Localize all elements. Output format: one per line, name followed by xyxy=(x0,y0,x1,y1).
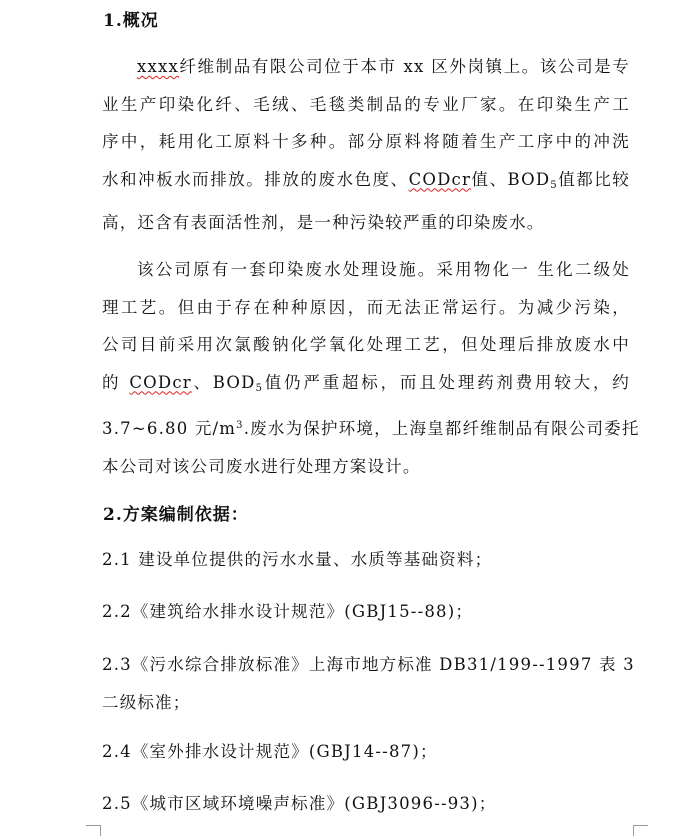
para1-line-2: 业生产印染化纤、毛绒、毛毯类制品的专业厂家。在印染生产工 xyxy=(102,94,630,114)
para2-line-4: 的 CODcr、$BOD_5$值仍严重超标，而且处理药剂费用较大，约 xyxy=(102,372,630,394)
basis-item-2-1: 2.1 建设单位提供的污水水量、水质等基础资料； xyxy=(102,550,493,569)
section-1-heading: 1.概况 xyxy=(103,11,159,31)
para2-line-1: 该公司原有一套印染废水处理设施。采用物化一 生化二级处 xyxy=(137,260,630,279)
para1-line-1: xxxx纤维制品有限公司位于本市 xx 区外岗镇上。该公司是专 xyxy=(137,57,630,76)
para2-line-2: 理工艺。但由于存在种种原因，而无法正常运行。为减少污染， xyxy=(102,297,630,317)
para2-line-3: 公司目前采用次氯酸钠化学氧化处理工艺，但处理后排放废水中 xyxy=(102,335,630,354)
para2-line-5: 3.7~6.80 元$/m^3$.废水为保护环境，上海皇都纤维制品有限公司委托 xyxy=(102,419,640,438)
basis-item-2-3: 2.3《污水综合排放标准》上海市地方标准 DB31/199--1997 表 3 xyxy=(102,655,635,674)
page-corner-mark-right xyxy=(633,825,648,836)
overview-paragraph-1 xyxy=(102,48,630,242)
para2-line-6: 本公司对该公司废水进行处理方案设计。 xyxy=(102,456,421,476)
para1-line-4: 水和冲板水而排放。排放的废水色度、CODcr值、$BOD_5$值都比较 xyxy=(102,169,630,191)
basis-item-2-3-continued: 二级标准； xyxy=(102,693,191,712)
basis-item-2-4: 2.4《室外排水设计规范》(GBJ14--87)； xyxy=(102,742,438,761)
basis-item-2-2: 2.2《建筑给水排水设计规范》(GBJ15--88)； xyxy=(102,602,474,621)
para1-line-3: 序中，耗用化工原料十多种。部分原料将随着生产工序中的冲洗 xyxy=(102,132,630,151)
placeholder-company-name: xxxx xyxy=(137,57,180,76)
page-corner-mark-left xyxy=(86,825,101,836)
basis-item-2-5: 2.5《城市区域环境噪声标准》(GBJ3096--93)； xyxy=(102,794,497,813)
overview-paragraph-2 xyxy=(102,251,640,485)
para1-line-5: 高，还含有表面活性剂，是一种污染较严重的印染废水。 xyxy=(102,213,545,232)
section-2-heading: 2.方案编制依据： xyxy=(103,505,249,525)
